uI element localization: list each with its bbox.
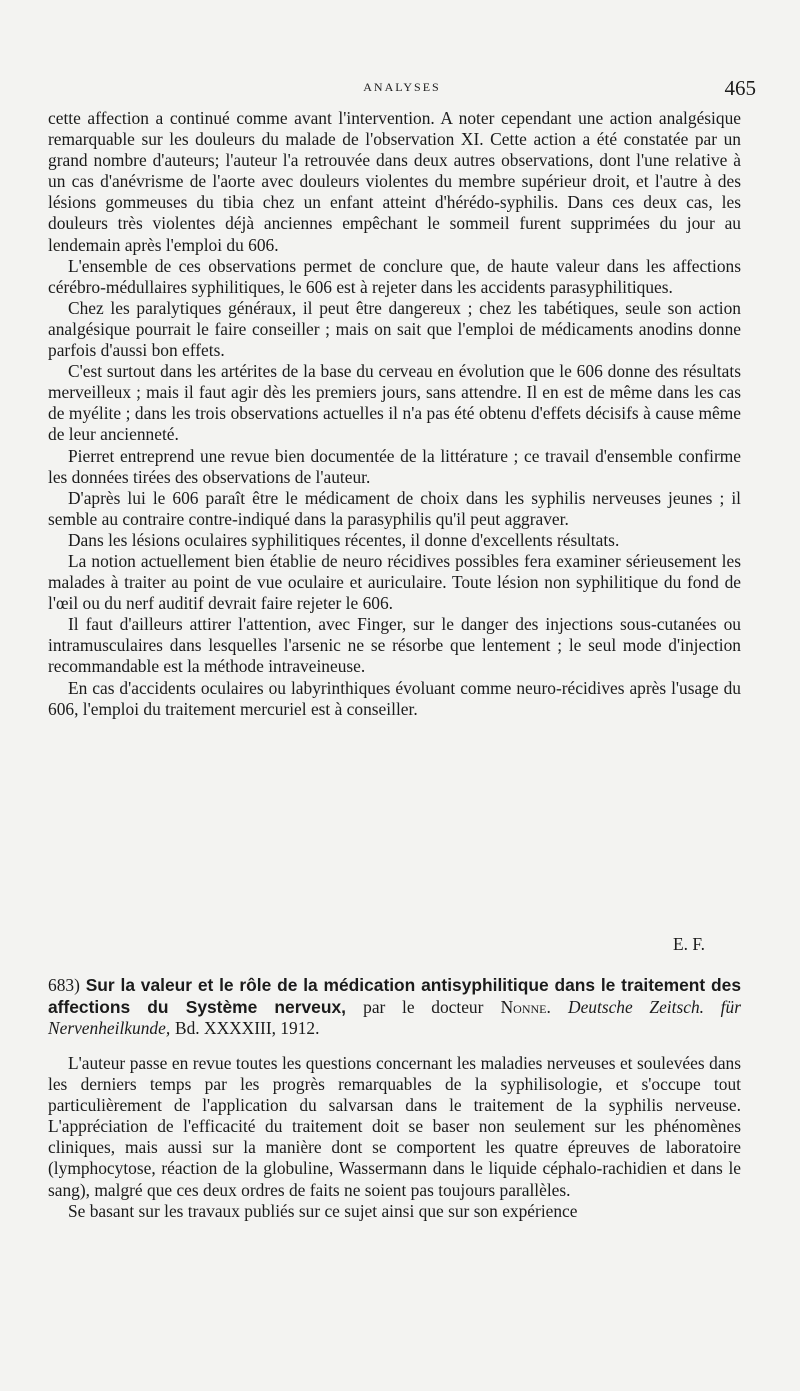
paragraph: C'est surtout dans les artérites de la base du cerveau en évolution que le 606 donne des résultats merveilleux ; mais il faut agir dès les premiers jours, sans attendre. Il en est de même dans les cas de myélite ; dans les trois observations actuelles il n'a pas été obtenu d'effets décisifs à cause même de leur ancienneté. <box>48 361 741 445</box>
paragraph: Se basant sur les travaux publiés sur ce sujet ainsi que sur son expérience <box>68 1200 578 1221</box>
entry-volume: Bd. XXXXIII, 1912. <box>175 1018 320 1038</box>
entry-author-prefix: par le docteur <box>363 996 484 1017</box>
entry-author-name: Nonne. <box>500 996 551 1017</box>
page-header <box>48 76 756 100</box>
paragraph: Chez les paralytiques généraux, il peut être dangereux ; chez les tabétiques, seule son action analgésique pourrait le faire conseiller ; mais on sait que l'emploi de médicaments anodins donne parfois d'aussi bon effets. <box>48 297 741 361</box>
paragraph: L'ensemble de ces observations permet de conclure que, de haute valeur dans les affections cérébro-médullaires syphilitiques, le 606 est à rejeter dans les accidents parasyphilitiques. <box>48 255 741 297</box>
paragraph: D'après lui le 606 paraît être le médicament de choix dans les syphilis nerveuses jeunes ; il semble au contraire contre-indiqué dans la parasyphilis qu'il peut aggraver. <box>48 487 741 529</box>
paragraph: L'auteur passe en revue toutes les questions concernant les maladies nerveuses et soulevées dans les derniers temps par les progrès remarquables de la syphilisologie, et s'occupe tout particulièrement de l'application du salvarsan dans le traitement de la syphilis nerveuse. L'appréciation de l'efficacité du traitement doit se baser non seulement sur les phénomènes cliniques, mais aussi sur la manière dont se comportent les quatre épreuves de laboratoire (lymphocytose, réaction de la globuline, Wassermann dans le liquide céphalo-rachidien et dans le sang), malgré que ces deux ordres de faits ne soient pas toujours parallèles. <box>48 1053 741 1200</box>
paragraph: Pierret entreprend une revue bien documentée de la littérature ; ce travail d'ensemble confirme les données tirées des observations de l'auteur. <box>48 445 741 487</box>
abstract-body <box>48 1053 741 1222</box>
running-head: ANALYSES <box>363 80 441 94</box>
entry-journal: Deutsche Zeitsch. für Nervenheilkunde, <box>48 996 741 1038</box>
entry-title: Sur la valeur et le rôle de la médication antisyphilitique dans le traitement des affections du Système nerveux, <box>48 975 741 1017</box>
paragraph: Dans les lésions oculaires syphilitiques récentes, il donne d'excellents résultats. <box>68 529 620 550</box>
paragraph: Il faut d'ailleurs attirer l'attention, avec Finger, sur le danger des injections sous-cutanées ou intramusculaires dans lesquelles l'arsenic ne se résorbe que lentement ; le seul mode d'injection recommandable est la méthode intraveineuse. <box>48 614 741 677</box>
review-continuation <box>48 108 741 720</box>
paragraph: La notion actuellement bien établie de neuro récidives possibles fera examiner sérieusement les malades à traiter au point de vue oculaire et auriculaire. Toute lésion non syphilitique du fond de l'œil ou du nerf auditif devrait faire rejeter le 606. <box>48 550 741 614</box>
abstract-entry-heading <box>48 975 741 1040</box>
paragraph: cette affection a continué comme avant l'intervention. A noter cependant une action analgésique remarquable sur les douleurs du malade de l'observation XI. Cette action a été constatée par un grand nombre d'auteurs; l'auteur l'a retrouvée dans deux autres observations, dont l'une relative à un cas d'anévrisme de l'aorte avec douleurs violentes du membre supérieur droit, et l'autre à des lésions gommeuses du tibia chez un enfant atteint d'hérédo-syphilis. Dans ces deux cas, les douleurs très violentes déjà anciennes empêchant le sommeil furent supprimées du jour au lendemain après l'emploi du 606. <box>48 108 741 255</box>
entry-number: 683) <box>48 975 80 995</box>
reviewer-signature: E. F. <box>673 934 705 954</box>
paragraph: En cas d'accidents oculaires ou labyrinthiques évoluant comme neuro-récidives après l'usage du 606, l'emploi du traitement mercuriel est à conseiller. <box>48 677 741 719</box>
page-number: 465 <box>724 76 756 100</box>
